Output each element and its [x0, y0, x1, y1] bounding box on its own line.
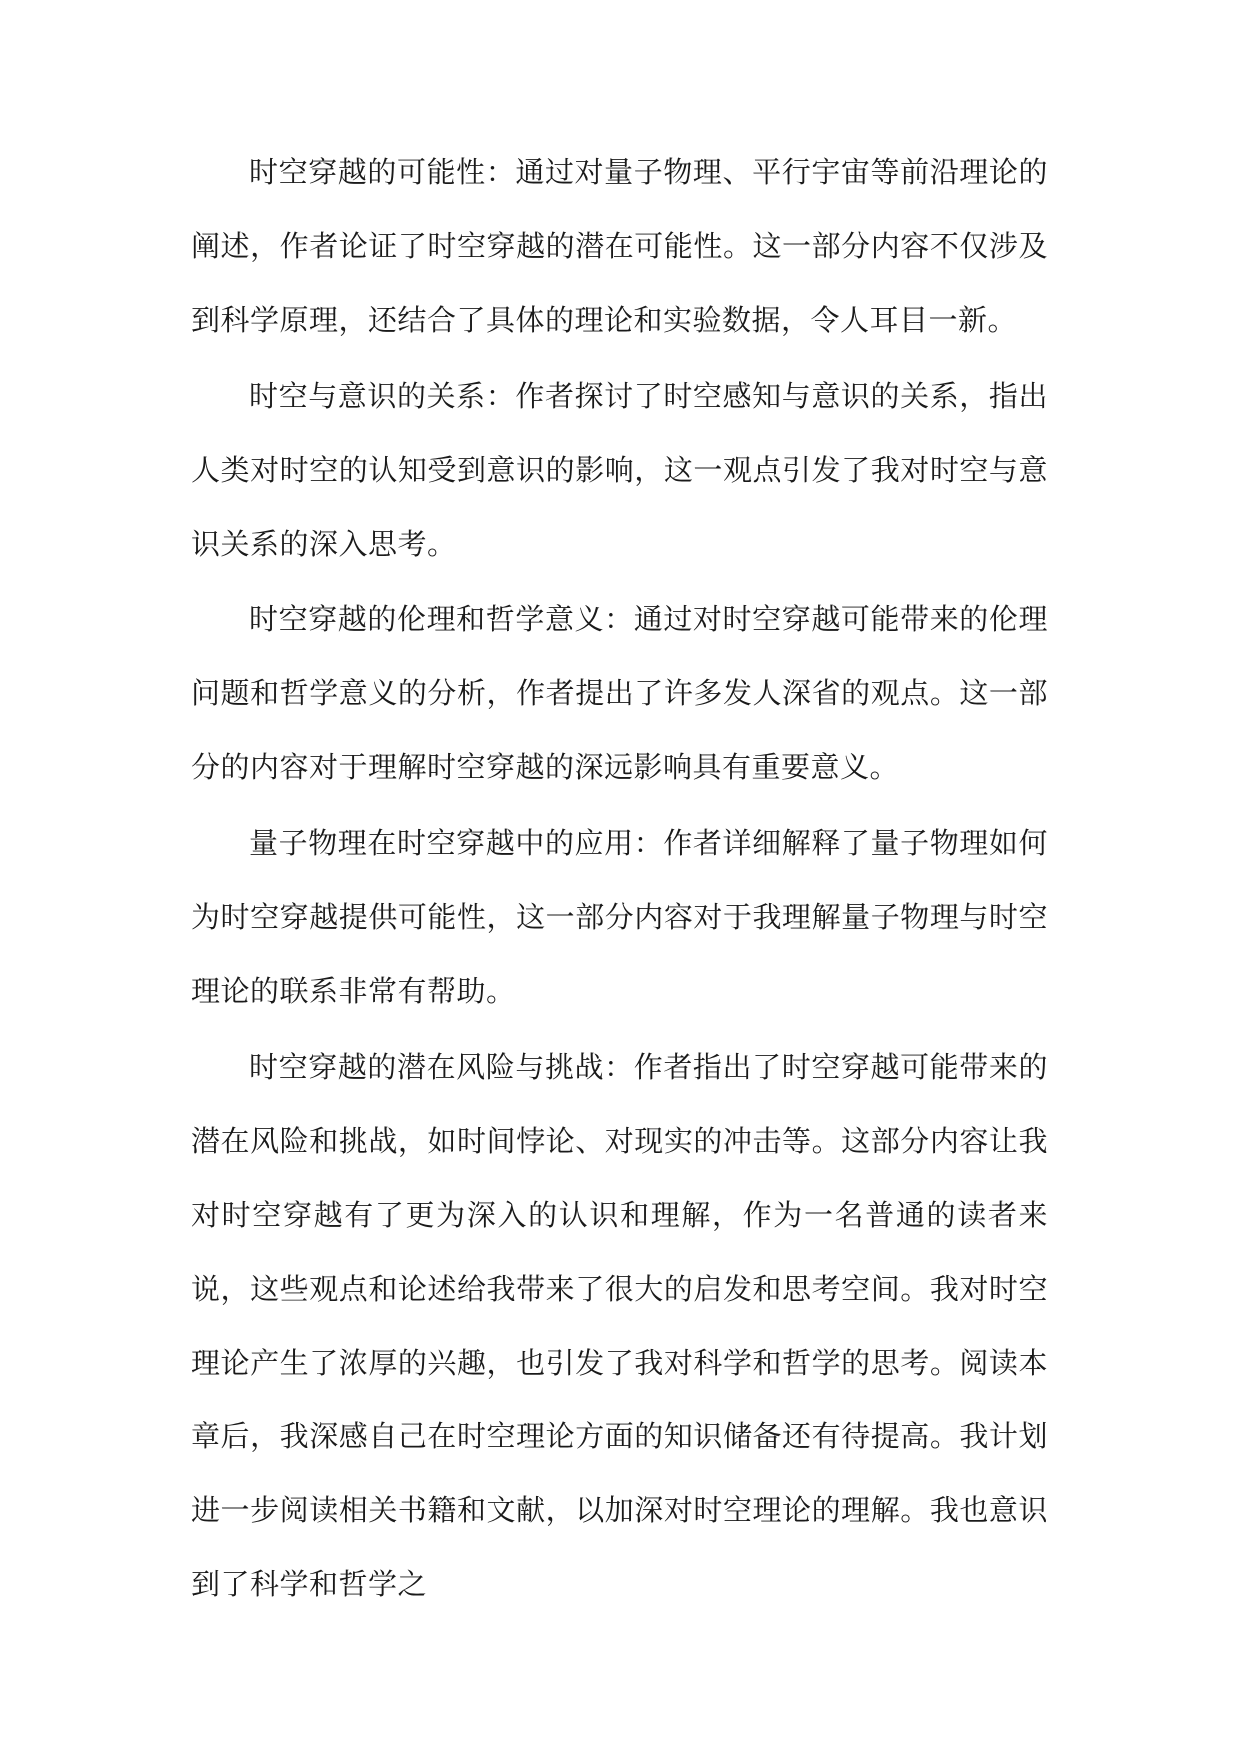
paragraph-risks-challenges: 时空穿越的潜在风险与挑战：作者指出了时空穿越可能带来的潜在风险和挑战，如时间悖论、对现实的冲击等。这部分内容让我对时空穿越有了更为深入的认识和理解，作为一名普通的读者来说，这些观点和论述给我带来了很大的启发和思考空间。我对时空理论产生了浓厚的兴趣，也引发了我对科学和哲学的思考。阅读本章后，我深感自己在时空理论方面的知识储备还有待提高。我计划进一步阅读相关书籍和文献，以加深对时空理论的理解。我也意识到了科学和哲学之 [191, 1049, 1048, 1602]
paragraph-time-travel-possibility: 时空穿越的可能性：通过对量子物理、平行宇宙等前沿理论的阐述，作者论证了时空穿越的潜在可能性。这一部分内容不仅涉及到科学原理，还结合了具体的理论和实验数据，令人耳目一新。 [191, 155, 1048, 337]
document-body [191, 136, 1048, 1624]
paragraph-quantum-physics-application: 量子物理在时空穿越中的应用：作者详细解释了量子物理如何为时空穿越提供可能性，这一部分内容对于我理解量子物理与时空理论的联系非常有帮助。 [191, 826, 1048, 1008]
paragraph-ethics-philosophy: 时空穿越的伦理和哲学意义：通过对时空穿越可能带来的伦理问题和哲学意义的分析，作者提出了许多发人深省的观点。这一部分的内容对于理解时空穿越的深远影响具有重要意义。 [191, 602, 1048, 785]
paragraph-spacetime-consciousness: 时空与意识的关系：作者探讨了时空感知与意识的关系，指出人类对时空的认知受到意识的影响，这一观点引发了我对时空与意识关系的深入思考。 [191, 378, 1048, 561]
